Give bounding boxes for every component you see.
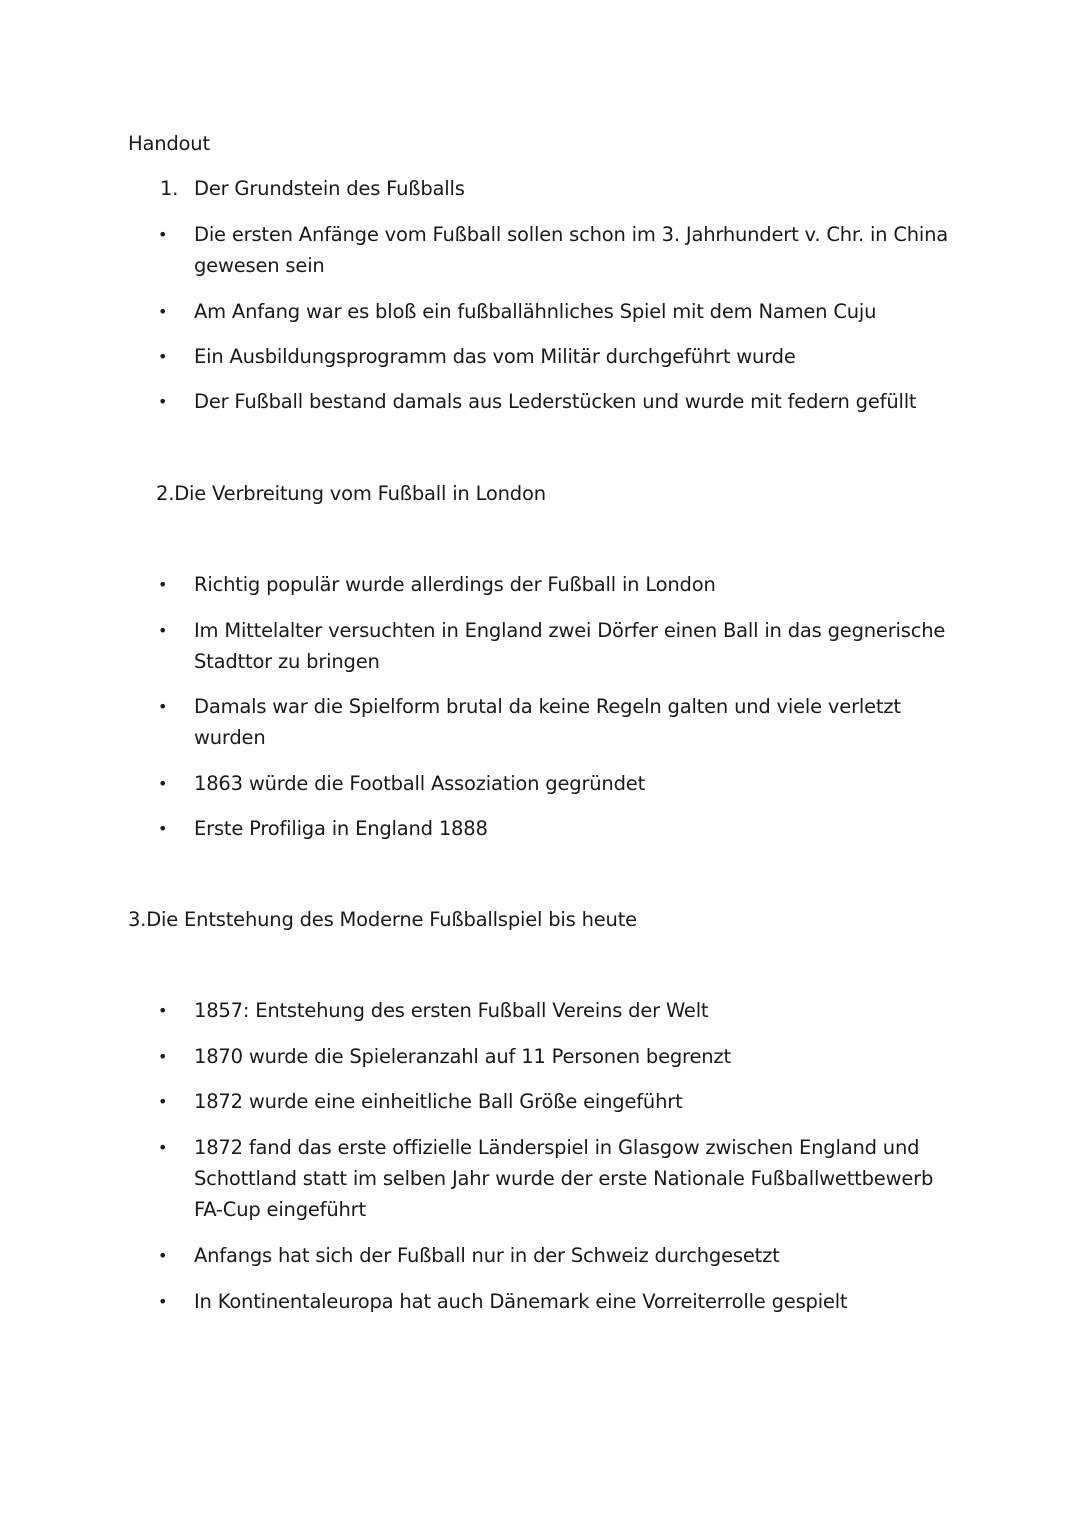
list-item-text: Erste Profiliga in England 1888 xyxy=(194,817,488,840)
list-item-text: wurden xyxy=(194,726,266,749)
list-item-text: 1872 wurde eine einheitliche Ball Größe eingeführt xyxy=(194,1090,683,1113)
list-item-text: 1863 würde die Football Assoziation gegründet xyxy=(194,772,646,795)
bullet-icon: • xyxy=(158,774,168,793)
bullet-icon: • xyxy=(158,1001,168,1020)
bullet-icon: • xyxy=(158,302,168,321)
list-item-text: 1872 fand das erste offizielle Länderspiel in Glasgow zwischen England und xyxy=(194,1136,920,1159)
bullet-icon: • xyxy=(158,1138,168,1157)
bullet-icon: • xyxy=(158,575,168,594)
list-item-text: Die ersten Anfänge vom Fußball sollen schon im 3. Jahrhundert v. Chr. in China xyxy=(194,223,949,246)
list-item-text: Im Mittelalter versuchten in England zwei Dörfer einen Ball in das gegnerische xyxy=(194,619,946,642)
section-1-number: 1. xyxy=(160,177,179,200)
list-item-text: Stadttor zu bringen xyxy=(194,650,380,673)
bullet-icon: • xyxy=(158,1092,168,1111)
list-item-text: Damals war die Spielform brutal da keine Regeln galten und viele verletzt xyxy=(194,695,901,718)
section-3-heading: 3.Die Entstehung des Moderne Fußballspiel bis heute xyxy=(128,908,637,931)
bullet-icon: • xyxy=(158,819,168,838)
bullet-icon: • xyxy=(158,1246,168,1265)
bullet-icon: • xyxy=(158,697,168,716)
list-item-text: FA-Cup eingeführt xyxy=(194,1198,366,1221)
document-title: Handout xyxy=(128,132,210,155)
list-item-text: Ein Ausbildungsprogramm das vom Militär durchgeführt wurde xyxy=(194,345,796,368)
bullet-icon: • xyxy=(158,621,168,640)
list-item-text: Am Anfang war es bloß ein fußballähnliches Spiel mit dem Namen Cuju xyxy=(194,300,877,323)
bullet-icon: • xyxy=(158,347,168,366)
list-item-text: In Kontinentaleuropa hat auch Dänemark eine Vorreiterrolle gespielt xyxy=(194,1290,848,1313)
list-item-text: Anfangs hat sich der Fußball nur in der Schweiz durchgesetzt xyxy=(194,1244,780,1267)
section-2-heading: 2.Die Verbreitung vom Fußball in London xyxy=(156,482,546,505)
bullet-icon: • xyxy=(158,1292,168,1311)
list-item-text: Richtig populär wurde allerdings der Fußball in London xyxy=(194,573,716,596)
bullet-icon: • xyxy=(158,1047,168,1066)
section-1-heading: Der Grundstein des Fußballs xyxy=(194,177,465,200)
bullet-icon: • xyxy=(158,392,168,411)
bullet-icon: • xyxy=(158,225,168,244)
list-item-text: Schottland statt im selben Jahr wurde der erste Nationale Fußballwettbewerb xyxy=(194,1167,934,1190)
list-item-text: 1857: Entstehung des ersten Fußball Vereins der Welt xyxy=(194,999,709,1022)
list-item-text: Der Fußball bestand damals aus Lederstücken und wurde mit federn gefüllt xyxy=(194,390,917,413)
list-item-text: 1870 wurde die Spieleranzahl auf 11 Personen begrenzt xyxy=(194,1045,731,1068)
list-item-text: gewesen sein xyxy=(194,254,325,277)
